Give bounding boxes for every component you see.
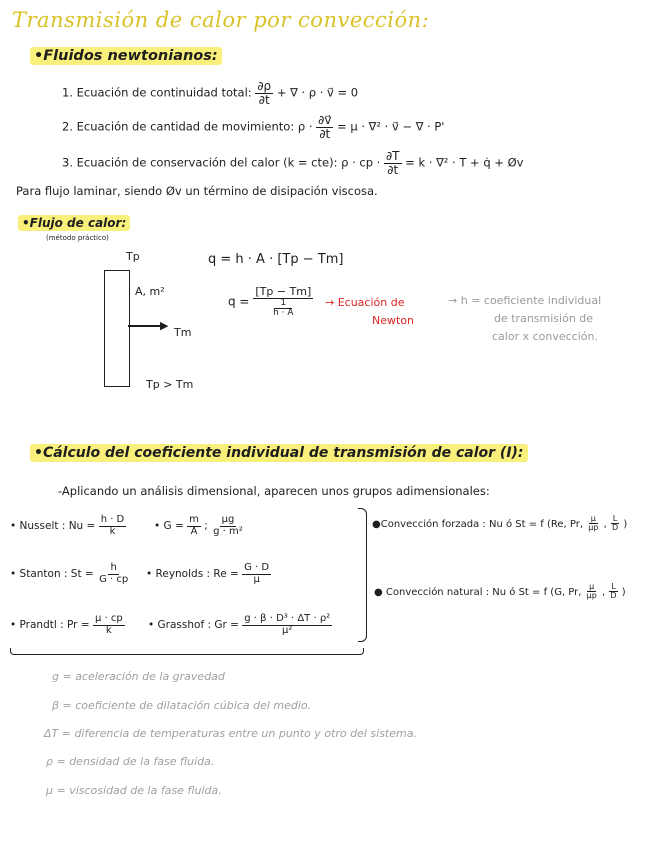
laminar-note: Para flujo laminar, siendo Øv un término de disipación viscosa. bbox=[16, 184, 378, 198]
newton-equation-a: q = h · A · [Tp − Tm] bbox=[208, 252, 344, 267]
glossary-delta-t: ΔT = diferencia de temperaturas entre un punto y otro del sistema. bbox=[44, 727, 417, 740]
section-heading-heat-flux: •Flujo de calor: bbox=[18, 216, 130, 230]
grasshof-number: • Grasshof : Gr = $\frac{\text{g · β · D³ · ΔT · ρ²}}{\text{μ²}}$ bbox=[148, 613, 331, 636]
equation-continuity: 1. Ecuación de continuidad total: $\frac{\partial\rho}{\partial t}$ + ∇ · ρ · v⃗ = 0 bbox=[62, 79, 359, 107]
prandtl-number: • Prandtl : Pr = $\frac{\mu \cdot cp}{k}$ bbox=[10, 613, 123, 636]
groups-bottom-brace bbox=[10, 648, 364, 655]
wall-diagram bbox=[104, 270, 130, 387]
area-label: A, m² bbox=[135, 285, 165, 298]
natural-convection: ● Convección natural : Nu ó St = f (G, Pr, $\frac{\mu}{\mu p}$ , $\frac{L}{D}$ ) bbox=[374, 582, 626, 601]
stanton-number: • Stanton : St = $\frac{h}{G \cdot cp}$ bbox=[10, 562, 129, 585]
groups-right-brace bbox=[358, 508, 367, 642]
newton-equation-label: → Ecuación de bbox=[325, 296, 405, 309]
forced-convection: ●Convección forzada : Nu ó St = f (Re, Pr, $\frac{\mu}{\mu p}$ , $\frac{L}{D}$ ) bbox=[372, 514, 628, 533]
equation-momentum: 2. Ecuación de cantidad de movimiento: ρ · $\frac{\partial v⃗}{\partial t}$ = μ · ∇² · v⃗ − ∇ · P' bbox=[62, 113, 445, 141]
glossary-density: ρ = densidad de la fase fluida. bbox=[46, 755, 215, 768]
mass-flux: • G = $\frac{m}{A}$ ; $\frac{\mu g}{\text{g · m²}}$ bbox=[154, 514, 243, 537]
h-definition-line1: → h = coeficiente individual bbox=[448, 294, 602, 307]
section-subheading: (método práctico) bbox=[46, 234, 109, 242]
heat-flow-arrow-line bbox=[128, 325, 164, 327]
wall-temperature-label: Tp bbox=[126, 250, 140, 263]
newton-name: Newton bbox=[372, 314, 415, 327]
temperature-condition: Tp > Tm bbox=[146, 378, 194, 391]
reynolds-number: • Reynolds : Re = $\frac{G \cdot D}{\mu}$ bbox=[146, 562, 270, 585]
heat-flow-arrow-head-icon: ▶ bbox=[160, 319, 169, 332]
dimensional-intro: -Aplicando un análisis dimensional, aparecen unos grupos adimensionales: bbox=[58, 484, 490, 498]
h-definition-line2: de transmisión de bbox=[494, 312, 594, 325]
fluid-temperature-label: Tm bbox=[174, 326, 192, 339]
glossary-gravity: g = aceleración de la gravedad bbox=[52, 670, 225, 683]
newton-equation-b: q = [Tp − Tm] 1 h · A bbox=[228, 285, 312, 318]
section-heading-newtonian: •Fluidos newtonianos: bbox=[30, 48, 222, 64]
section-heading-coefficient: •Cálculo del coeficiente individual de transmisión de calor (I): bbox=[30, 445, 528, 461]
nusselt-number: • Nusselt : Nu = $\frac{h \cdot D}{k}$ bbox=[10, 514, 125, 537]
page-title: Transmisión de calor por convección: bbox=[12, 8, 430, 32]
glossary-viscosity: μ = viscosidad de la fase fluida. bbox=[46, 784, 222, 797]
glossary-beta: β = coeficiente de dilatación cúbica del medio. bbox=[52, 699, 312, 712]
h-definition-line3: calor x convección. bbox=[492, 330, 598, 343]
equation-heat-conservation: 3. Ecuación de conservación del calor (k = cte): ρ · cp · $\frac{\partial T}{\partial t}$ = k · ∇² · T + q̇ + Øv bbox=[62, 149, 524, 177]
